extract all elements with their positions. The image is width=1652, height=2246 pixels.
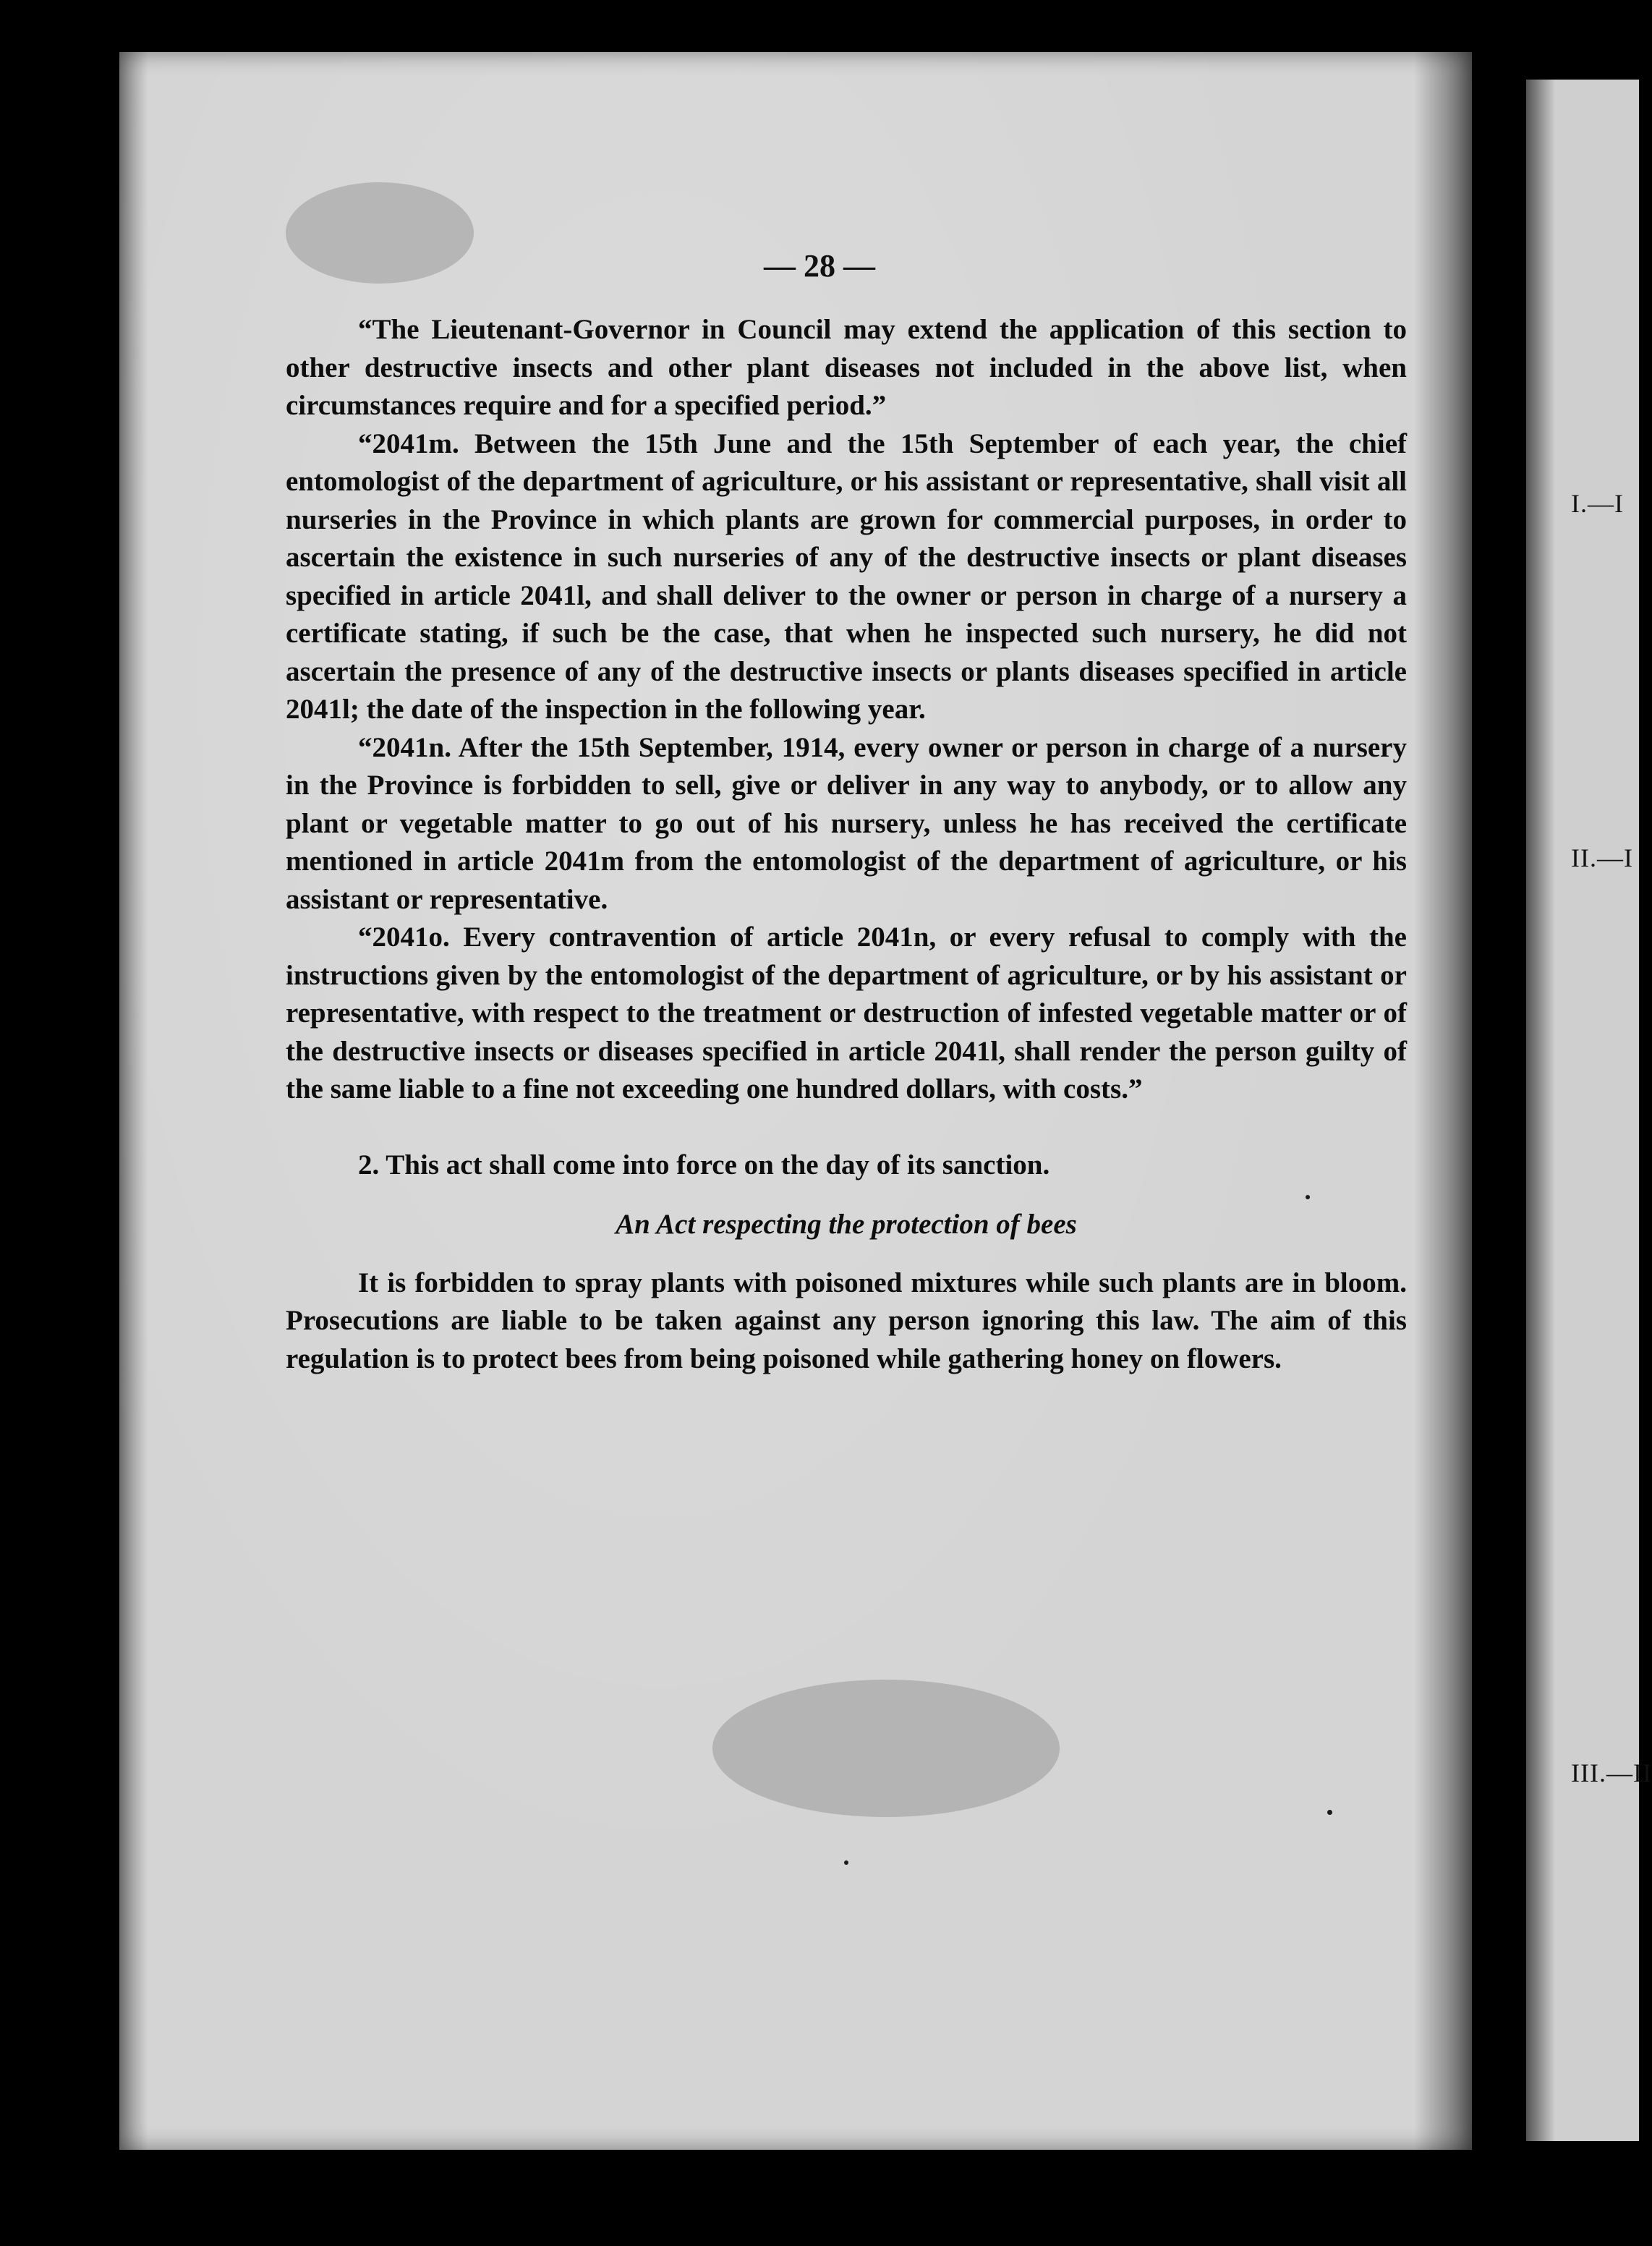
page-speck (1327, 1810, 1332, 1815)
page-speck (844, 1860, 848, 1865)
facing-page (1526, 80, 1639, 2141)
facing-page-label: II.—I (1571, 843, 1633, 872)
facing-page-label: III.—II (1571, 1758, 1652, 1787)
paragraph-article-2041m: “2041m. Between the 15th June and the 15th September of each year, the chief entomologist of the department of agriculture, or his assistant or representative, shall visit all nurseries in the Province in which plants are grown for commercial purposes, in order to ascertain the existence in such nurseries of any of the destructive insects or plant diseases specified in article 2041l, and shall deliver to the owner or person in charge of a nursery a certificate stating, if such be the case, that when he inspected such nursery, he did not ascertain the presence of any of the destructive insects or plants diseases specified in article 2041l; the date of the inspection in the following year. (286, 427, 1407, 725)
page-body (286, 311, 1407, 1378)
page-smudge (712, 1680, 1060, 1817)
facing-page-label: I.—I (1571, 489, 1624, 518)
paragraph-article-2041o: “2041o. Every contravention of article 2041n, or every refusal to comply with the instructions given by the entomologist of the department of agriculture, or by his assistant or representative, with respect to the treatment or destruction of infested vegetable matter or of the destructive insects or diseases specified in article 2041l, shall render the person guilty of the same liable to a fine not exceeding one hundred dollars, with costs.” (286, 922, 1407, 1105)
paragraph-extension-clause: “The Lieutenant-Governor in Council may extend the application of this section to other destructive insects and other plant diseases not included in the above list, when circumstances require and for a specified period.” (286, 314, 1407, 421)
page-number: — 28 — (764, 248, 875, 284)
section-2-text: 2. This act shall come into force on the day of its sanction. (358, 1149, 1050, 1181)
act-title: An Act respecting the protection of bees (616, 1209, 1077, 1240)
paragraph-bees: It is forbidden to spray plants with poisoned mixtures while such plants are in bloom. Prosecutions are liable to be taken against any person ignoring this law. The aim of this regulation is to protect bees from being poisoned while gathering honey on flowers. (286, 1267, 1407, 1374)
paragraph-article-2041n: “2041n. After the 15th September, 1914, every owner or person in charge of a nursery in the Province is forbidden to sell, give or deliver in any way to anybody, or to allow any plant or vegetable matter to go out of his nursery, unless he has received the certificate mentioned in article 2041m from the entomologist of the department of agriculture, or his assistant or representative. (286, 731, 1407, 915)
